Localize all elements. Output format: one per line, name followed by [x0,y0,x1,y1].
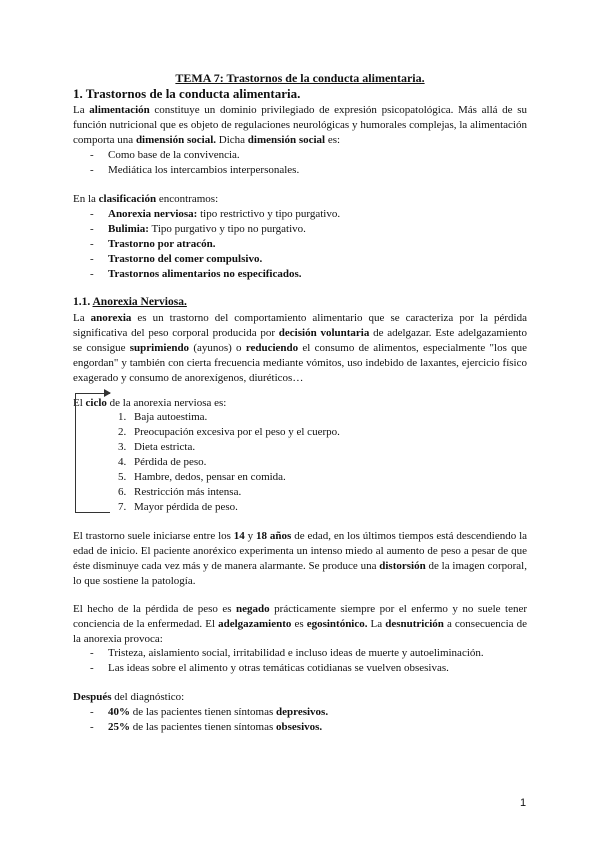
social-item-2: - Mediática los intercambios interpersonales. [90,164,300,176]
after-item-1: - 40% de las pacientes tienen síntomas depresivos. [90,706,329,718]
classification-item-4: - Trastorno del comer compulsivo. [90,253,263,265]
cycle-item-1: 1. Baja autoestima. [118,411,208,423]
consequence-item-1: - Tristeza, aislamiento social, irritabilidad e incluso ideas de muerte y autoeliminación. [90,647,484,659]
classification-item-2: - Bulimia: Tipo purgativo y tipo no purgativo. [90,223,306,235]
denial-paragraph: El hecho de la pérdida de peso es negado prácticamente siempre por el enfermo y no suele tener conciencia de la enfermedad. El adelgazamiento es egosintónico. La desnutrición a consecuencia de la anorexia provoca: [73,603,527,645]
anorexia-definition-paragraph: La anorexia es un trastorno del comportamiento alimentario que se caracteriza por la pérdida significativa del peso corporal producida por decisión voluntaria de adelgazar. Este adelgazamiento se consigue suprimiendo (ayunos) o reduciendo el consumo de alimentos, especialmente "los que engordan" y también con cierta frecuencia mediante vómitos, uso indebido de laxantes, ejercicio físico exagerado y consumo de anorexígenos, diuréticos… [73,312,527,384]
classification-item-1: - Anorexia nerviosa: tipo restrictivo y tipo purgativo. [90,208,341,220]
section-heading-1: 1. Trastornos de la conducta alimentaria. [73,86,301,101]
document-title: TEMA 7: Trastornos de la conducta alimentaria. [175,71,425,85]
cycle-item-3: 3. Dieta estricta. [118,441,196,453]
cycle-item-6: 6. Restricción más intensa. [118,486,242,498]
cycle-item-4: 4. Pérdida de peso. [118,456,207,468]
cycle-intro: El ciclo de la anorexia nerviosa es: [73,397,227,409]
cycle-item-7: 7. Mayor pérdida de peso. [118,501,238,513]
classification-item-3: - Trastorno por atracón. [90,238,216,250]
classification-item-5: - Trastornos alimentarios no especificados. [90,268,302,280]
cycle-item-5: 5. Hambre, dedos, pensar en comida. [118,471,286,483]
section-heading-1-1: 1.1. Anorexia Nerviosa. [73,296,187,308]
intro-paragraph: La alimentación constituye un dominio privilegiado de expresión psicopatológica. Más allá de su función nutricional que es objeto de regulaciones neurológicas y humorales complejas, la alimentación comporta una dimensión social. Dicha dimensión social es: [73,104,527,146]
cycle-arrowhead-icon [104,389,111,397]
social-item-1: - Como base de la convivencia. [90,149,240,161]
after-diagnosis-intro: Después del diagnóstico: [73,691,185,703]
cycle-item-2: 2. Preocupación excesiva por el peso y el cuerpo. [118,426,340,438]
cycle-loop-arrow [75,393,110,513]
classification-intro: En la clasificación encontramos: [73,193,219,205]
page-number: 1 [520,797,527,809]
after-item-2: - 25% de las pacientes tienen síntomas obsesivos. [90,721,323,733]
consequence-item-2: - Las ideas sobre el alimento y otras temáticas cotidianas se vuelven obsesivas. [90,662,449,674]
onset-paragraph: El trastorno suele iniciarse entre los 14 y 18 años de edad, en los últimos tiempos está descendiendo la edad de inicio. El paciente anoréxico experimenta un intenso miedo al aumento de peso a pesar de que éste disminuye cada vez más y de manera alarmante. Se produce una distorsión de la imagen corporal, lo que sostiene la patología. [73,530,528,587]
